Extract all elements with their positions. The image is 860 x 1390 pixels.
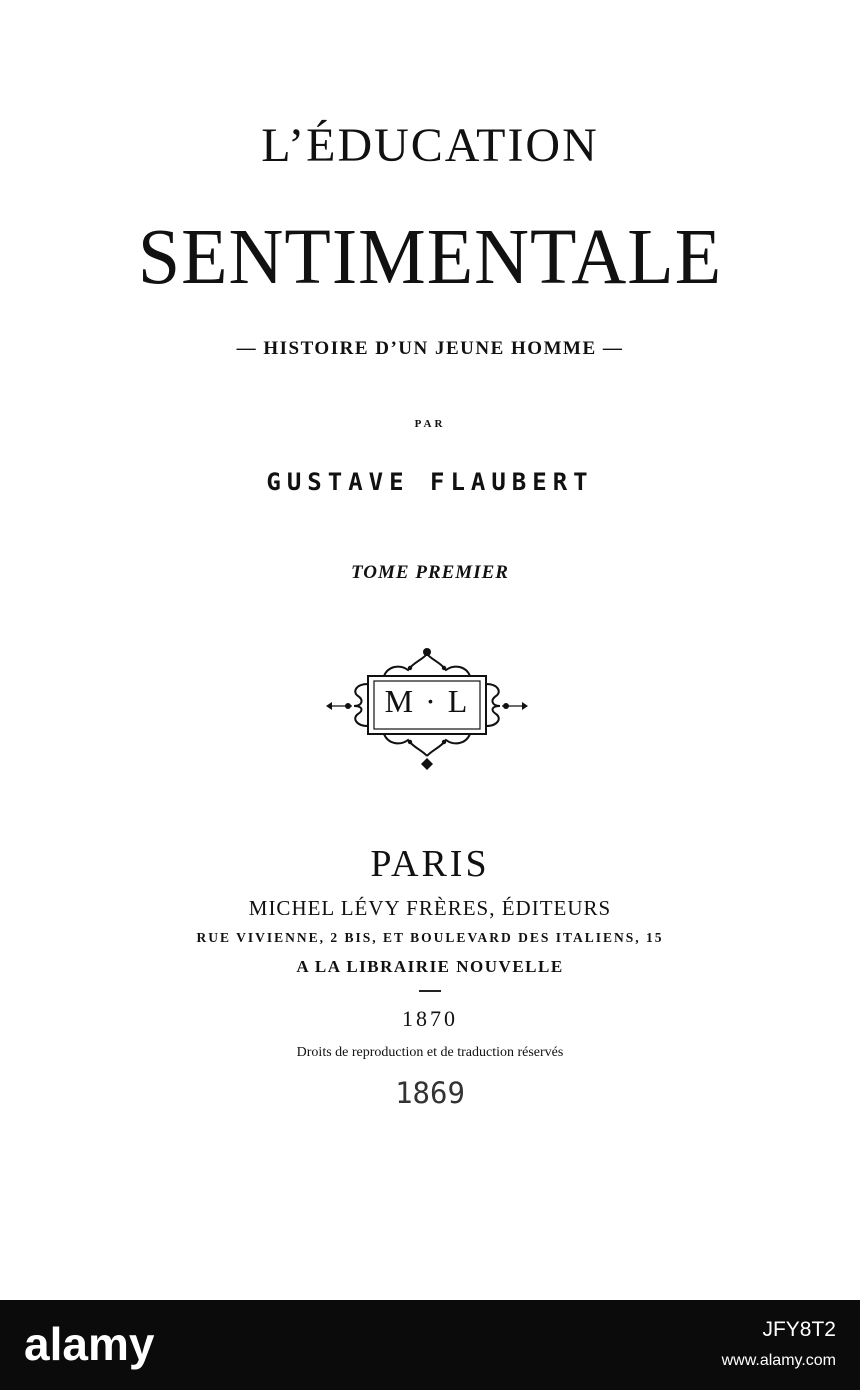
- title-line-1: L’ÉDUCATION: [261, 119, 599, 172]
- subtitle: — HISTOIRE D’UN JEUNE HOMME —: [236, 338, 624, 359]
- title-line-2: SENTIMENTALE: [137, 212, 723, 302]
- by-line: PAR: [414, 418, 446, 430]
- author-name: GUSTAVE FLAUBERT: [266, 468, 594, 496]
- divider-rule: [419, 990, 441, 992]
- watermark-site: www.alamy.com: [721, 1352, 836, 1369]
- imprint-bookshop: A LA LIBRAIRIE NOUVELLE: [296, 957, 564, 976]
- date-stamp: 1869: [395, 1076, 465, 1110]
- imprint-city: PARIS: [370, 843, 490, 885]
- watermark-logo-text: alamy: [24, 1318, 155, 1370]
- printer-mark-text: M · L: [384, 683, 470, 719]
- watermark-bar: [0, 1300, 860, 1390]
- rights-notice: Droits de reproduction et de traduction réservés: [296, 1045, 564, 1060]
- imprint-address: RUE VIVIENNE, 2 BIS, ET BOULEVARD DES ITALIENS, 15: [196, 930, 664, 945]
- alamy-logo-icon: [24, 1318, 224, 1370]
- imprint-publisher: MICHEL LÉVY FRÈRES, ÉDITEURS: [248, 896, 612, 920]
- volume-label: TOME PREMIER: [351, 562, 509, 583]
- printer-mark: [322, 644, 532, 772]
- watermark-image-id: JFY8T2: [762, 1318, 836, 1341]
- imprint-year: 1870: [402, 1006, 458, 1031]
